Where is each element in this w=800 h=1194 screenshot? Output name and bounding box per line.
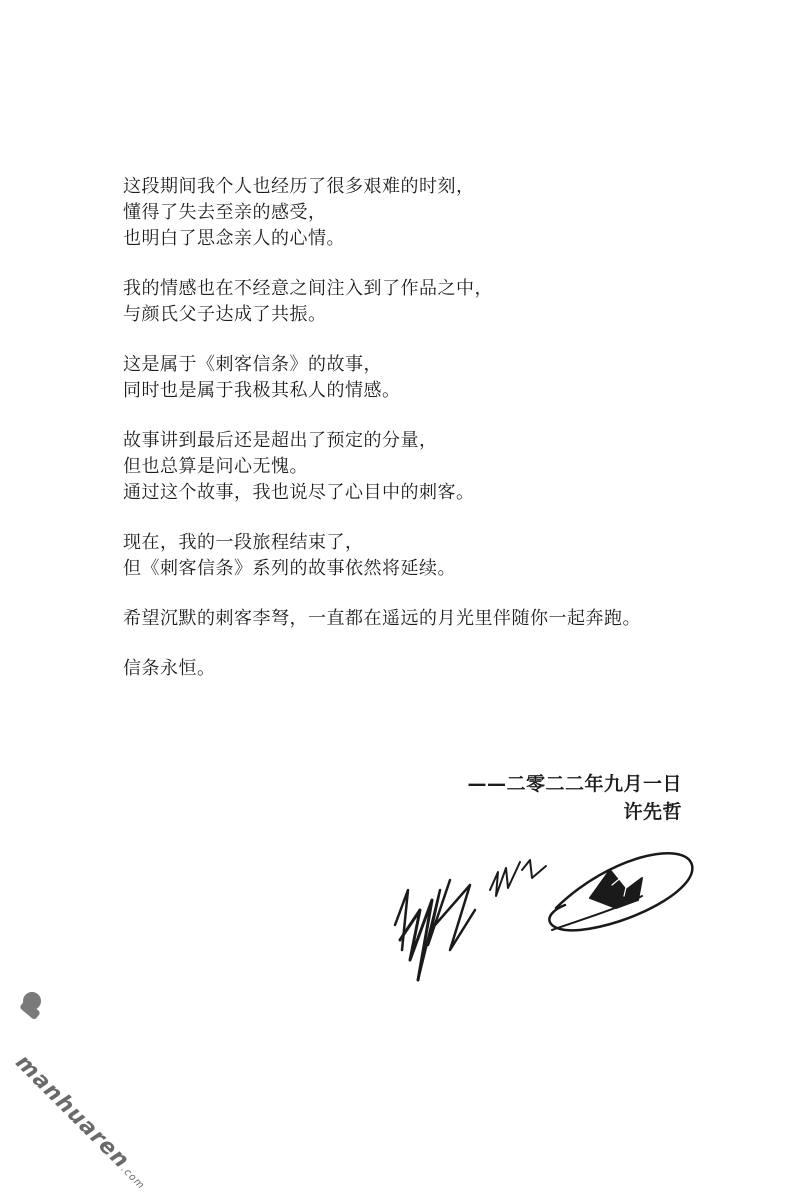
- letter-body: [123, 174, 723, 706]
- paragraph-3: [123, 352, 723, 404]
- text-line: 这是属于《刺客信条》的故事，: [123, 354, 382, 375]
- text-line: 通过这个故事，我也说尽了心目中的刺客。: [123, 482, 475, 503]
- text-line: 同时也是属于我极其私人的情感。: [123, 380, 401, 401]
- paragraph-7: [123, 656, 723, 682]
- watermark-logo: [10, 985, 150, 1115]
- closing-date: ——二零二二年九月一日: [467, 773, 682, 795]
- watermark-suffix: .com: [118, 1163, 147, 1192]
- text-line: 希望沉默的刺客李弩，一直都在遥远的月光里伴随你一起奔跑。: [123, 608, 641, 629]
- paragraph-4: [123, 428, 723, 506]
- paragraph-6: [123, 606, 723, 632]
- text-line: 但《刺客信条》系列的故事依然将延续。: [123, 558, 456, 579]
- closing-author: 许先哲: [623, 801, 682, 823]
- text-line: 懂得了失去至亲的感受，: [123, 202, 327, 223]
- text-line: 我的情感也在不经意之间注入到了作品之中，: [123, 278, 493, 299]
- paragraph-1: [123, 174, 723, 252]
- letter-closing: [467, 770, 682, 826]
- text-line: 故事讲到最后还是超出了预定的分量，: [123, 430, 438, 451]
- handwritten-signature: [380, 830, 710, 990]
- watermark-name: manhuaren: [10, 1050, 135, 1174]
- paragraph-2: [123, 276, 723, 328]
- text-line: 现在，我的一段旅程结束了，: [123, 532, 364, 553]
- text-line: 与颜氏父子达成了共振。: [123, 304, 327, 325]
- text-line: 也明白了思念亲人的心情。: [123, 228, 345, 249]
- paragraph-5: [123, 530, 723, 582]
- text-line: 信条永恒。: [123, 658, 216, 679]
- text-line: 这段期间我个人也经历了很多艰难的时刻，: [123, 176, 475, 197]
- text-line: 但也总算是问心无愧。: [123, 456, 308, 477]
